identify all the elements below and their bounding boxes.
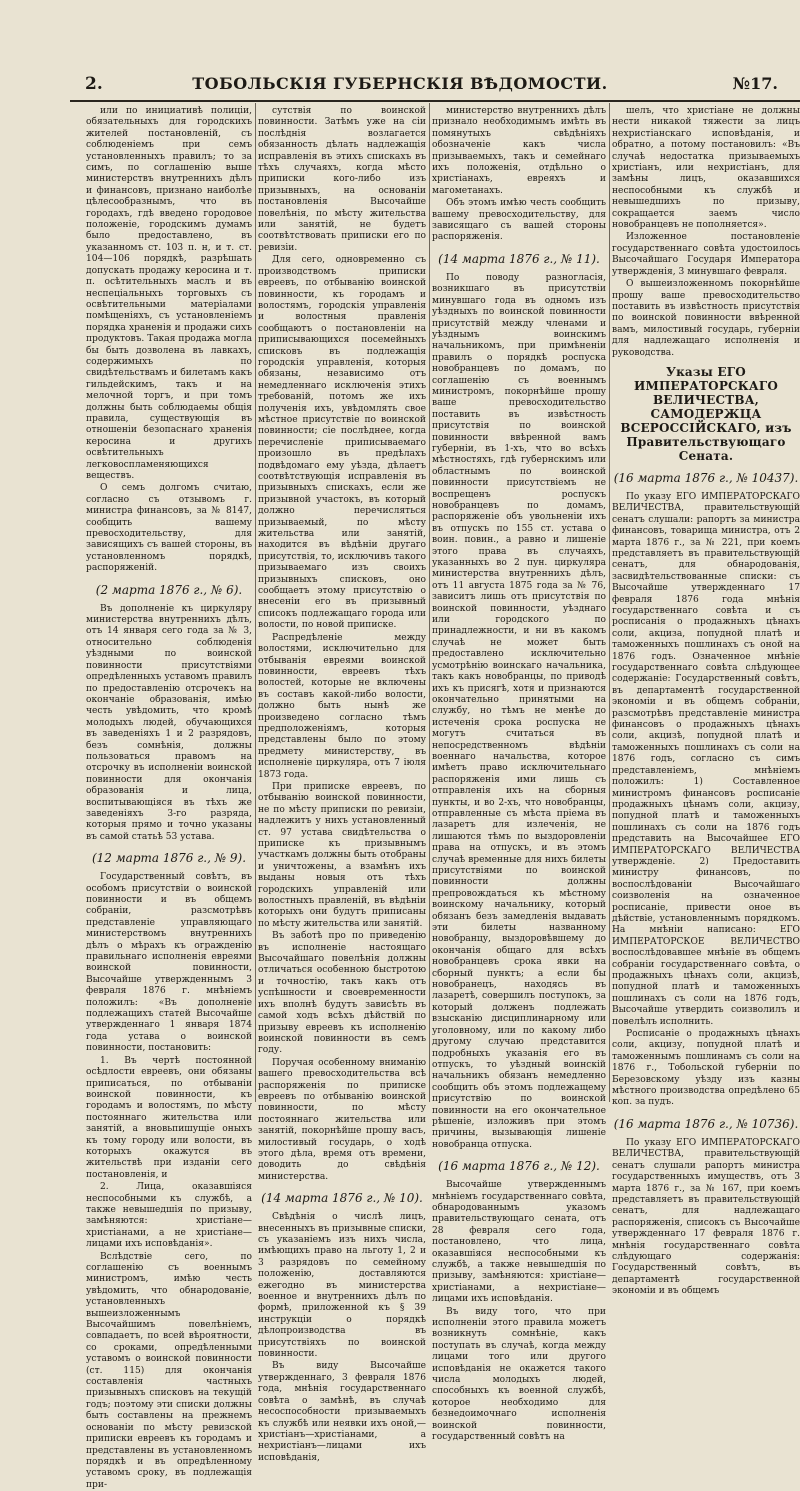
paragraph: По указу ЕГО ИМПЕРАТОРСКАГО ВЕЛИЧЕСТВА, правительствующій сенатъ слушали: рапортъ за министра финансовъ, товарища министра, отъ 2 марта 1876 г., за № 221, при коемъ представляетъ въ правительствующій сенатъ, для обнародованія, засвидѣтельствованные списки: съ Высочайше утвержденнаго 17 февраля 1876 года мнѣнія государственнаго совѣта и съ росписанія о продажныхъ цѣнахъ соли, акциза, попудной платѣ и таможенныхъ пошлинахъ съ оной на 1876 годъ. Означенное мнѣніе государственнаго совѣта слѣдующее содержаніе: Государственный совѣтъ, въ департаментѣ государственной экономіи и въ общемъ собраніи, разсмотрѣвъ представленіе министра финансовъ о продажныхъ цѣнахъ соли, акцизѣ, попудной платѣ и таможенныхъ пошлинахъ съ соли на 1876 годъ, согласно съ симъ представленіемъ, мнѣніемъ положилъ: 1) Составленное министромъ финансовъ росписаніе продажныхъ цѣнамъ соли, акцизу, попудной платѣ и таможенныхъ пошлинахъ съ соли на 1876 годъ представить на Высочайшее ЕГО ИМПЕРАТОРСКАГО ВЕЛИЧЕСТВА утвержденіе. 2) Предоставить министру финансовъ, по воспослѣдованіи Высочайшаго соизволенія на означенное росписаніе, привести оное въ дѣйствіе, установленнымъ порядкомъ. На мнѣніи написано: ЕГО ИМПЕРАТОРСКОЕ ВЕЛИЧЕСТВО воспослѣдовавшее мнѣніе въ общемъ собраніи государственнаго совѣта, о продажныхъ цѣнахъ соли, акцизѣ, попудной платѣ и таможенныхъ пошлинахъ съ соли на 1876 годъ, Высочайше утвердить соизволилъ и повелѣлъ исполнить. [612,491,800,1027]
paragraph: Распредѣленіе между волостями, исключительно для отбыванія евреями воинской повинности, евреевъ тѣхъ волостей, которые не включены въ составъ какой-либо волости, должно быть нынѣ же произведено согласно тѣмъ предположеніямъ, которыя представлены было по этому предмету министерству, въ исполненіе циркуляра, отъ 7 іюля 1873 года. [258,632,426,780]
paragraph: Въ виду Высочайше утвержденнаго, 3 февраля 1876 года, мнѣнія государственнаго совѣта о замѣнѣ, въ случаѣ несоспособности призываемыхъ къ службѣ или неявки ихъ oной,—христіанъ—христіанами, а нехристіанъ—лицами ихъ исповѣданія, [258,1361,426,1463]
column-divider [429,103,430,1102]
paragraph: Въ заботѣ про по приведенію въ исполненіе настоящаго Высочайшаго повелѣнія должны отличаться особенною быстротою и точностію, такъ какъ отъ успѣшности и своевременности ихъ вполнѣ будутъ зависѣть въ самой ходъ всѣхъ дѣйствій по призыву евреевъ къ исполненію воинской повинности въ семъ году. [258,931,426,1056]
paragraph: Государственный совѣтъ, въ особомъ присутствіи о воинской повинности и въ общемъ собраніи, разсмотрѣвъ представленіе управляющаго министерствомъ внутреннихъ дѣлъ о мѣрахъ къ огражденію правильнаго исполненія евреями воинской повинности, Высочайше утвержденнымъ 3 февраля 1876 г. мнѣніемъ положилъ: «Въ дополненіе подлежащихъ статей Высочайше утвержденнаго 1 января 1874 года устава о воинской повинности, постановить: [86,872,252,1054]
column-divider [609,103,610,1102]
paragraph: Въ дополненіе къ циркуляру министерства внутреннихъ дѣлъ, отъ 14 января сего года за № 3, относительно соблюденія уѣздными по воинской повинности присутствіями опредѣленныхъ уставомъ правилъ по предоставленію отсрочекъ на окончаніе образованія, имѣю честь увѣдомить, что кромѣ молодыхъ людей, обучающихся въ заведеніяхъ 1 и 2 разрядовъ, безъ сомнѣнія, должны пользоваться правомъ на отсрочку въ исполненіи воинской повинности для окончанія образованія и лица, воспитывающіяся въ тѣхъ же заведеніяхъ 3-го разряда, которыя прямо и точно указаны въ самой статьѣ 53 устава. [86,603,252,842]
paragraph: О семъ долгомъ считаю, согласно съ отзывомъ г. министра финансовъ, за № 8147, сообщить вашему превосходительству, для зависящихъ съ вашей стороны, въ установленномъ порядкѣ, распоряженій. [86,483,252,574]
date-line: (16 марта 1876 г., № 12). [438,1159,600,1174]
paragraph: По поводу разногласія, возникшаго въ присутствіи минувшаго года въ одномъ изъ уѣздныхъ по воинской повинности присутствій между членами и уѣзднымъ воинскимъ начальникомъ, при примѣненіи правилъ о порядкѣ роспуска новобранцевъ по домамъ, по соглашенію съ военнымъ министромъ, покорнѣйше прошу ваше превосходительство поставить въ извѣстность присутствія по воинской повинности ввѣренной вамъ губерніи, въ 1-хъ, что во всѣхъ мѣстностяхъ, гдѣ губернскимъ или областнымъ по воинской повинности присутствіемъ не воспрещенъ роспускъ новобранцевъ по домамъ, распоряженіе объ увольненіи ихъ въ отпускъ по 155 ст. устава о воин. повин., а равно и лишеніе этого права въ случаяхъ, указанныхъ во 2 пун. циркуляра министерства внутреннихъ дѣлъ, отъ 11 августа 1875 года за № 76, зависитъ лишь отъ присутствія по воинской повинности, уѣзднаго или городского по принадлежности, и ни въ какомъ случаѣ не может быть предоставлено исключительно усмотрѣнію воинскаго начальника, такъ какъ новобранцы, по приводѣ ихъ къ присягѣ, хотя и признаются окончательно принятыми на службу, но тѣмъ не менѣе до истеченія срока роспуска не могутъ считаться въ непосредственномъ вѣдѣніи военнаго начальства, которое имѣетъ право исключительнаго распоряженія ими лишь съ отправленія ихъ на сборныя пункты, и во 2-хъ, что новобранцы, отправленные съ мѣста пріема въ лазаретъ для излеченія, не лишаются тѣмъ по выздоровленіи права на отпускъ, и въ этомъ случаѣ временные для нихъ билеты присутствіями по воинской повинности должны препровождаться къ мѣстному воинскому начальнику, который обязанъ безъ замедленія выдавать эти билеты названному новобранцу, выздоровѣвшему до окончанія общаго для всѣхъ новобранцевъ срока явки на сборный пунктъ; а если бы новобранецъ, находясь въ лазаретѣ, совершилъ поступокъ, за который долженъ подлежать взысканію дисциплинарному или уголовному, или по какому либо другому случаю представится подробныхъ указанія его въ отпускъ, то уѣздный воинскій начальникъ обязанъ немедленно сообщить объ этомъ подлежащему присутствію по воинской повинности на его окончательное рѣшеніе, изложивъ при этомъ причины, вызывающія лишеніе новобранца отпуска. [432,272,606,1150]
section-heading: Указы ЕГО ИМПЕРАТОРСКАГО ВЕЛИЧЕСТВА, САМОДЕРЖЦА ВСЕРОССІЙСКАГО, изъ Правительствующаго Сената. [620,364,792,463]
page-header [0,70,800,100]
paragraph: шелъ, что христіане не должны нести никакой тяжести за лицъ нехристіанскаго исповѣданія, и обратно, а потому постановилъ: «Въ случаѣ недостатка призываемыхъ христіанъ, или нехристіанъ, для замѣны лицъ, оказавшихся неспособными къ службѣ и невышедшихъ по призыву, сокращается заемъ число новобранцевъ не пополняется». [612,106,800,231]
paragraph: сутствія по воинской повинности. Затѣмъ уже на сіи послѣднія возлагается обязанность дѣлать надлежащія исправленія въ этихъ спискахъ въ тѣхъ случаяхъ, когда мѣсто приписки кого-либо изъ призывныхъ, на основаніи постановленія Высочайше повелѣнія, по мѣсту жительства или занятій, не будетъ соотвѣтствовать приписки его по ревизіи. [258,106,426,253]
column-1 [86,106,252,1490]
paragraph: По указу ЕГО ИМПЕРАТОРСКАГО ВЕЛИЧЕСТВА, правительствующій сенатъ слушали рапортъ министра государственныхъ имуществъ, отъ 3 марта 1876 г., за № 167, при коемъ представляетъ въ правительствующій сенатъ, для надлежащаго распоряженія, списокъ съ Высочайше утвержденнаго 17 февраля 1876 г. мнѣнія государственнаго совѣта слѣдующаго содержанія: Государственный совѣтъ, въ департаментѣ государственной экономіи и въ общемъ [612,1137,800,1297]
header-rule [70,100,800,102]
paragraph: Изложенное постановленіе государственнаго совѣта удостоилось Высочайшаго Государя Императора утвержденія, 3 минувшаго февраля. [612,232,800,277]
date-line: (12 марта 1876 г., № 9). [91,851,247,866]
paragraph: Для сего, одновременно съ производствомъ приписки евреевъ, по отбыванію воинской повинности, къ городамъ и волостямъ, городскія управленія и волостныя правленія сообщаютъ о постановленіи на приписывающихся посемейныхъ списковъ въ подлежащія городскія управленія, которыя обязаны, независимо отъ немедленнаго исключенія этихъ требованій, потомъ же ихъ полученія ихъ, увѣдомлять свое мѣстное присутствіе по воинской повинности; сіе послѣднее, когда перечисленіе приписываемаго произошло въ предѣлахъ подвѣдомаго ему уѣзда, дѣлаетъ соотвѣтствующія исправленія въ призывныхъ спискахъ, если же призывной участокъ, въ который должно перечисляться призываемый, по мѣсту жительства или занятій, находится въ вѣдѣніи другаго присутствія, то, исключивъ такого призываемаго изъ своихъ призывныхъ списковъ, оно сообщаетъ этому присутствію о внесеніи его въ призывный списокъ подлежащаго города или волости, по новой приписке. [258,255,426,631]
date-line: (14 марта 1876 г., № 10). [261,1191,423,1206]
paragraph: Въ виду того, что при исполненіи этого правила можетъ возникнуть сомнѣніе, какъ поступать въ случаѣ, когда между лицами того или другого исповѣданія не окажется такого числа молодыхъ людей, способныхъ къ военной службѣ, которое необходимо для безнедоимочнаго исполненія воинской повинности, государственный совѣтъ на [432,1306,606,1443]
paragraph: Поручая особенному вниманію вашего превосходительства всѣ распоряженія по приписке евреевъ по отбыванію воинской повинности, по мѣсту постояннаго жительства или занятій, покорнѣйше прошу васъ, милостивый государь, о ходѣ этого дѣла, время отъ времени, доводить до свѣдѣнія министерства. [258,1057,426,1182]
paragraph: или по инициативѣ полиціи, обязательныхъ для городскихъ жителей постановленій, съ соблюденіемъ при семъ установленныхъ правилъ; то за симъ, по соглашенію выше министерствъ внутреннихъ дѣлъ и финансовъ, признано наиболѣе цѣлесообразнымъ, что въ городахъ, гдѣ введено городовое положеніе, городскимъ думамъ было предоставлено, въ указанномъ ст. 103 п. н, и т. ст. 104—106 порядкѣ, разрѣшать допускать продажу керосина и т. п. осѣтительныхъ маслъ и въ неспеціальныхъ торговыхъ съ освѣтительными матеріалами помѣщеніяхъ, съ установленіемъ порядка храненія и продажи сихъ продуктовъ. Такая продажа могла бы быть дозволена въ лавкахъ, содержимыхъ по свидѣтельствамъ и билетамъ какъ гильдейскимъ, такъ и на мелочной торгъ, и при томъ должны быть соблюдаемы общія правила, существующія въ отношеніи безопаснаго храненія керосина и другихъ освѣтительныхъ легковоспламеняющихся веществъ. [86,106,252,481]
paragraph: Высочайше утвержденнымъ мнѣніемъ государственнаго совѣта, обнародованнымъ указомъ правительствующаго сената, отъ 28 февраля сего года, постановлено, что лица, оказавшіяся неспособными къ службѣ, а также невышедшія по призыву, замѣняются: христіане—христіанами, а нехристіане—лицами ихъ исповѣданія. [432,1180,606,1305]
column-divider [255,103,256,1102]
date-line: (2 марта 1876 г., № 6). [95,582,243,597]
newspaper-title: ТОБОЛЬСКІЯ ГУБЕРНСКІЯ ВѢДОМОСТИ. [192,74,608,93]
date-line: (16 марта 1876 г., № 10437). [613,470,799,485]
date-line: (16 марта 1876 г., № 10736). [613,1116,799,1131]
paragraph: Свѣдѣнія о числѣ лицъ, внесенныхъ въ призывные списки, съ указаніемъ изъ нихъ числа, имѣющихъ право на льготу 1, 2 и 3 разрядовъ по семейному положенію, доставляются ежегодно въ министерства военное и внутреннихъ дѣлъ по формѣ, приложенной къ § 39 инструкціи о порядкѣ дѣлопроизводства въ присутствіяхъ по воинской повинности. [258,1212,426,1360]
paragraph: При приписке евреевъ, по отбыванію воинской повинности, не по мѣсту приписки по ревизіи, надлежитъ у нихъ установленный ст. 97 устава свидѣтельства о приписке къ призывнымъ участкамъ должны быть отобраны и уничтожены, а взамѣнъ ихъ выданы новыя отъ тѣхъ городскихъ управленій или волостныхъ правленій, въ вѣдѣніи которыхъ они будутъ приписаны по мѣсту жительства или занятій. [258,781,426,929]
paragraph: О вышеизложенномъ покорнѣйше прошу ваше превосходительство поставить въ извѣстность присутствія по воинской повинности ввѣренной вамъ, милостивый государь, губерніи для надлежащаго исполненія и руководства. [612,279,800,358]
column-4 [612,106,800,1297]
paragraph: Росписаніе о продажныхъ цѣнахъ соли, акцизу, попудной платѣ и таможеннымъ пошлинамъ съ соли на 1876 г., Тобольской губерніи по Березовскому уѣзду изъ казны мѣстного производства опредѣлено 65 коп. за пудъ. [612,1029,800,1108]
paragraph: министерство внутреннихъ дѣлъ признало необходимымъ имѣть въ помянутыхъ свѣдѣніяхъ обозначеніе какъ числа призываемыхъ, такъ и семейнаго ихъ положенія, отдѣльно о христіанахъ, евреяхъ и магометанахъ. [432,106,606,196]
date-line: (14 марта 1876 г., № 11). [438,251,600,266]
paragraph: Объ этомъ имѣю честь сообщить вашему превосходительству, для зависящаго съ вашей стороны распоряженія. [432,198,606,243]
paragraph: Вслѣдствіе сего, по соглашенію съ военнымъ министромъ, имѣю честь увѣдомить, что обнародованіе, установленныхъ вышеизложеннымъ Высочайшимъ повелѣніемъ, совпадаетъ, по всей вѣроятности, со сроками, опредѣленными уставомъ о воинской повинности (ст. 115) для окончанія составленія частныхъ призывныхъ списковъ на текущій годъ; поэтому эти списки должны быть составлены на прежнемъ основаніи по мѣсту ревизской приписки евреевъ къ городамъ и представлены въ установленномъ порядкѣ и въ опредѣленному уставомъ сроку, въ подлежащія при- [86,1251,252,1490]
page-number: 2. [85,74,103,94]
column-2 [258,106,426,1463]
paragraph: 2. Лица, оказавшіяся неспособными къ службѣ, а также невышедшія по призыву, замѣняются: христіане—христіанами, а не христіане—лицами ихъ исповѣданія». [86,1182,252,1250]
issue-number: №17. [732,74,778,93]
paragraph: 1. Въ чертѣ постоянной осѣдлости евреевъ, они обязаны приписаться, по отбываніи воинской повинности, къ городамъ и волостямъ, по мѣсту постояннаго жительства или занятій, а вновьпишущіе оныхъ къ тому городу или волости, въ которыхъ окажутся въ жительствѣ при изданіи сего постановленія, и [86,1055,252,1180]
column-3 [432,106,606,1443]
